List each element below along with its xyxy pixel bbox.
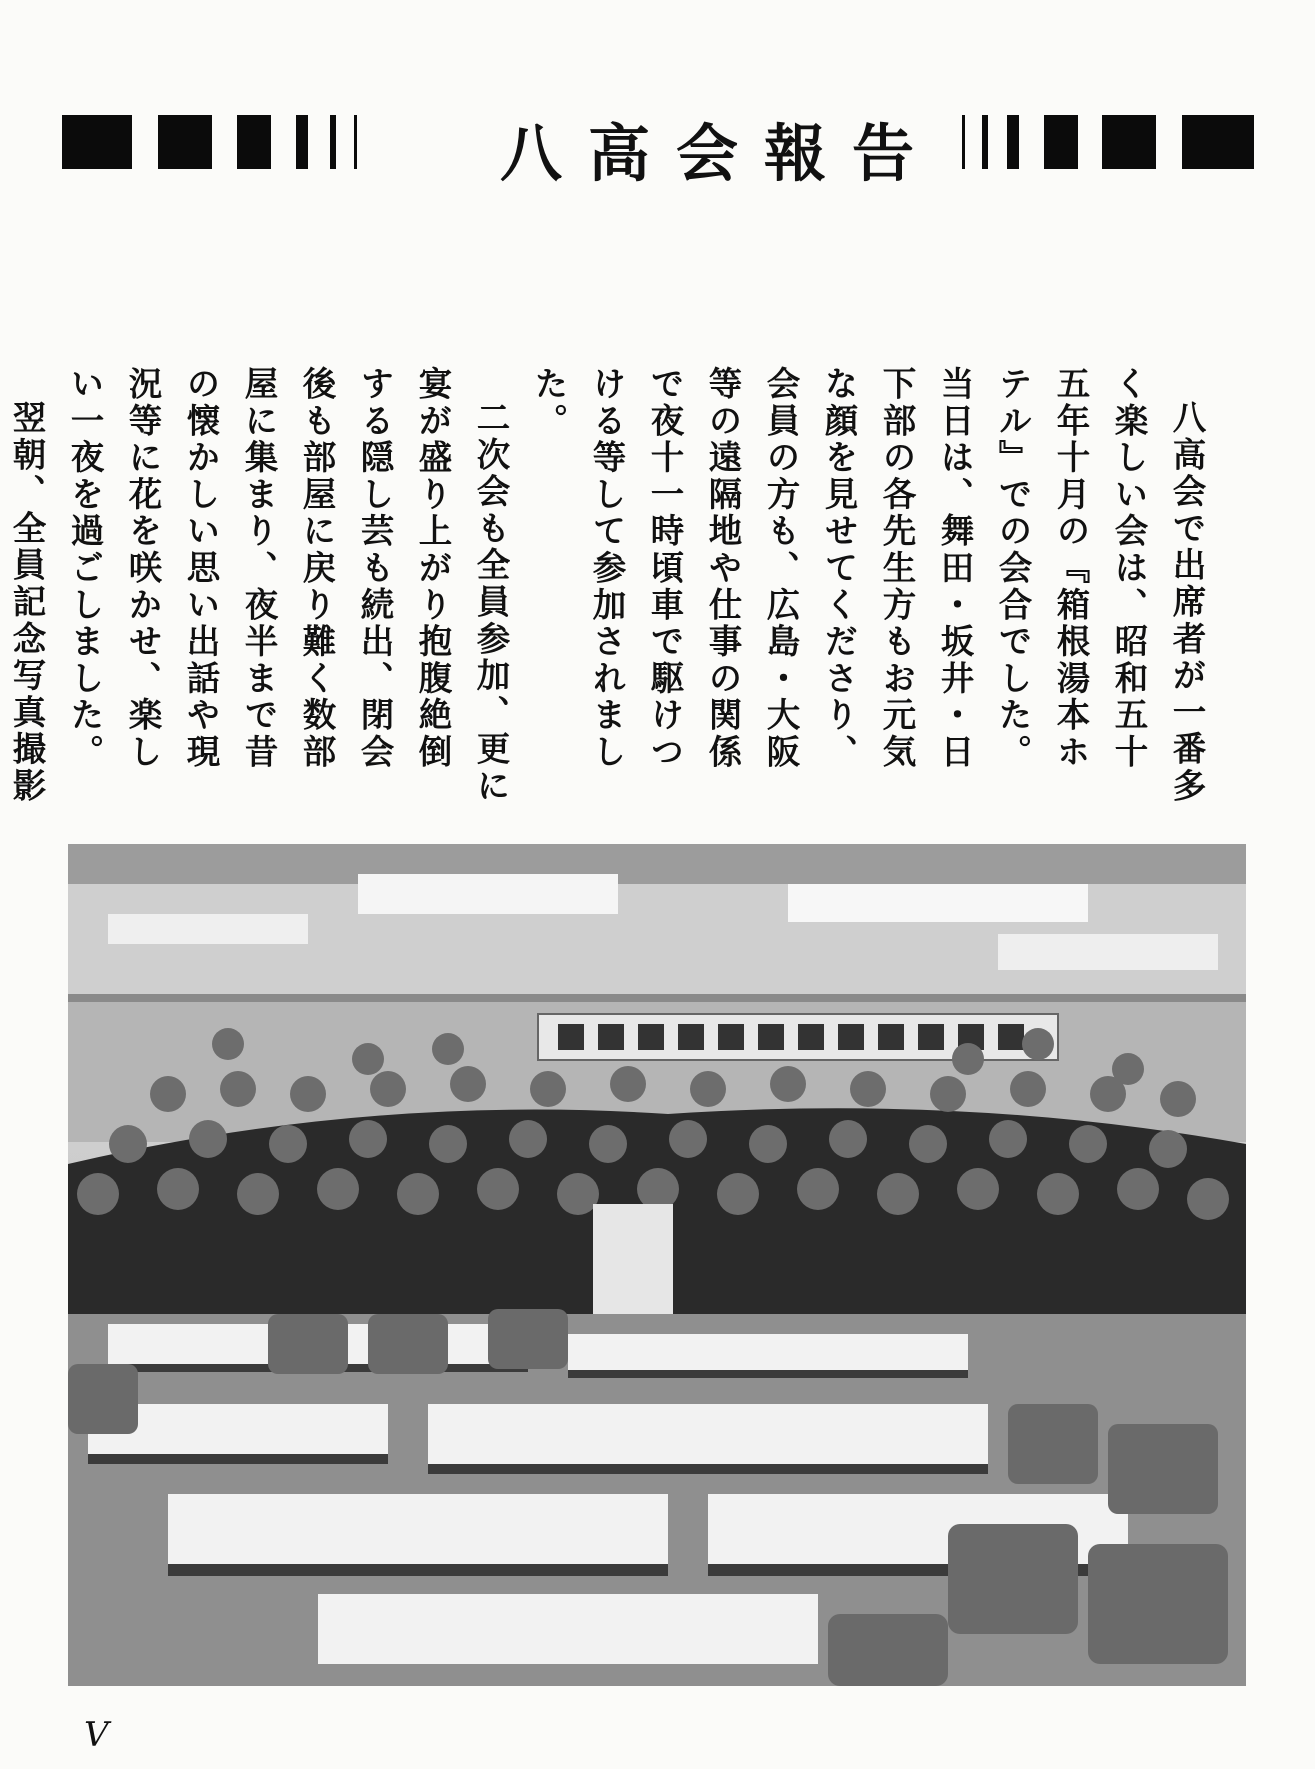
article-paragraph-2: 二次会も全員参加、更に宴が盛り上がり抱腹絶倒する隠し芸も続出、閉会後も部屋に戻り難く数部屋に集まり、夜半まで昔の懐かしい思い出話や現況等に花を咲かせ、楽しい一夜を過ごしました。	[65, 366, 510, 805]
article-body	[7, 366, 1215, 806]
title-bar-decoration	[1007, 115, 1019, 169]
title-bar-decoration	[296, 115, 308, 169]
title-band	[62, 112, 1254, 190]
page-number: V	[84, 1715, 109, 1755]
article-paragraph-3: 翌朝、全員記念写真撮影	[7, 399, 46, 805]
group-photo	[68, 844, 1246, 1686]
title-bar-decoration	[1044, 115, 1078, 169]
title-bar-decoration	[237, 115, 271, 169]
title-bar-decoration	[354, 115, 357, 169]
title-bar-decoration	[330, 115, 336, 169]
title-bar-decoration	[62, 115, 132, 169]
article-paragraph-1: 八高会で出席者が一番多く楽しい会は、昭和五十五年十月の『箱根湯本ホテル』での会合でした。当日は、舞田・坂井・日下部の各先生方もお元気な顔を見せてくださり、会員の方も、広島・大阪等の遠隔地や仕事の関係で夜十一時頃車で駆けつける等して参加されました。	[529, 366, 1206, 805]
title-bar-decoration	[982, 115, 988, 169]
group-photo-icon	[68, 844, 1246, 1686]
title-bar-decoration	[962, 115, 965, 169]
page-title: 八高会報告	[499, 116, 940, 190]
title-bar-decoration	[158, 115, 212, 169]
title-bar-decoration	[1182, 115, 1254, 169]
title-bar-decoration	[1102, 115, 1156, 169]
